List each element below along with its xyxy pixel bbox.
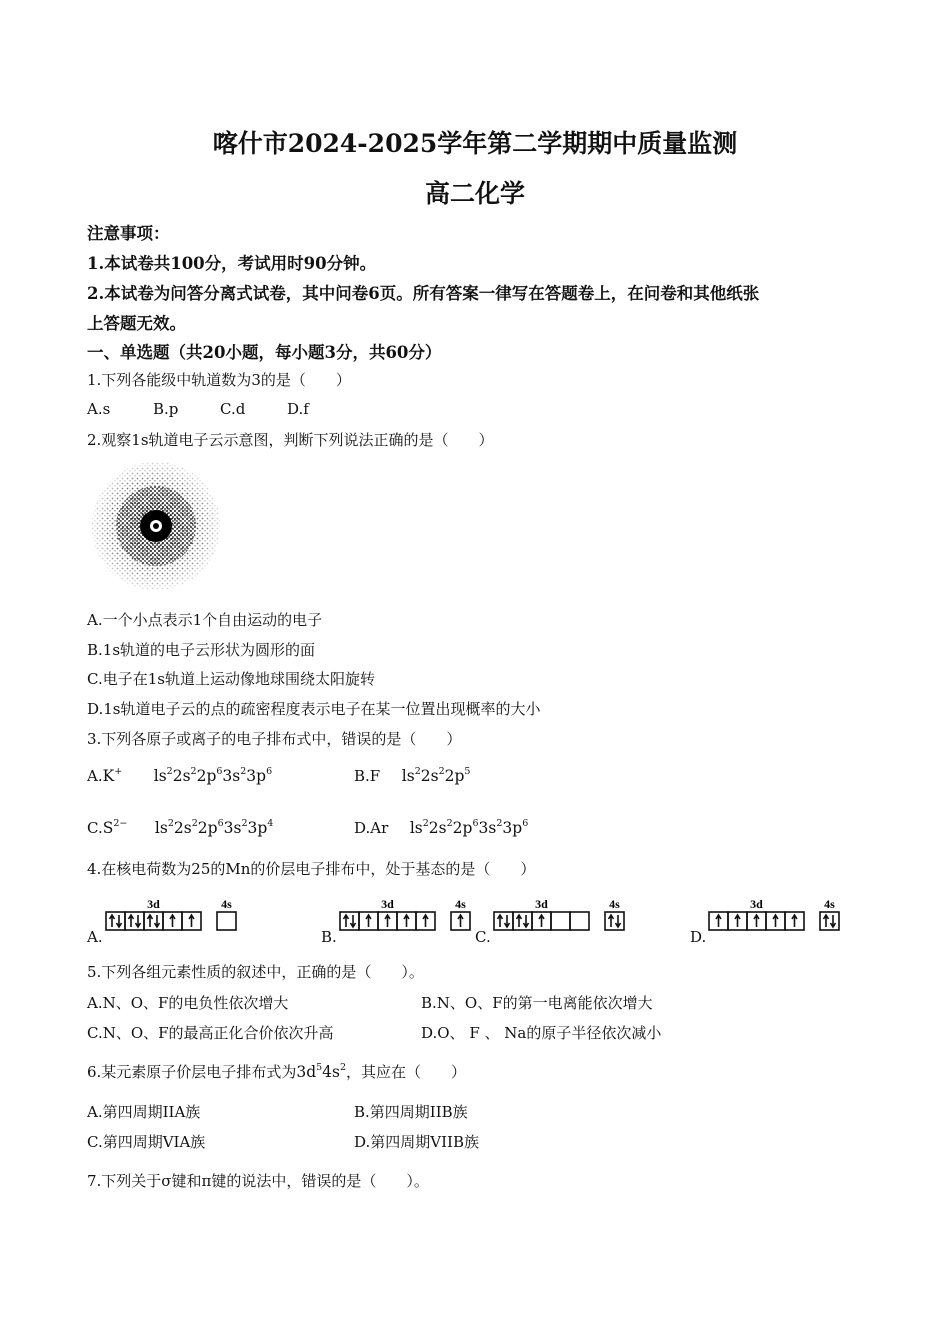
orbital-box-3d: [340, 912, 359, 930]
orbital-box-3d: [551, 912, 570, 930]
q7-stem: 7.下列关于σ键和π键的说法中，错误的是（ ）。: [87, 1172, 429, 1190]
label-4s: 4s: [455, 897, 466, 911]
orbital-box-3d: [785, 912, 804, 930]
q4-option-a-label: A.: [87, 928, 103, 946]
label-4s: 4s: [609, 897, 620, 911]
q3-option-d: [354, 818, 528, 837]
notes-item-1: 1.本试卷共100分，考试用时90分钟。: [87, 254, 377, 273]
q3-d-label: D.Ar: [354, 819, 389, 837]
orbital-box-3d: [125, 912, 144, 930]
notes-heading: 注意事项：: [87, 224, 170, 243]
orbital-box-4s: [820, 912, 839, 930]
label-3d: 3d: [535, 897, 548, 911]
q5-option-a: A.N、O、F的电负性依次增大: [87, 994, 289, 1012]
label-3d: 3d: [147, 897, 160, 911]
notes-item-2-line2: 上答题无效。: [87, 314, 186, 333]
orbital-box-4s: [451, 912, 470, 930]
orbital-box-3d: [513, 912, 532, 930]
label-4s: 4s: [824, 897, 835, 911]
q3-a-charge: +: [114, 766, 123, 777]
q2-stem: 2.观察1s轨道电子云示意图，判断下列说法正确的是（ ）: [87, 431, 494, 449]
orbital-box-3d: [709, 912, 728, 930]
q2-option-c: C.电子在1s轨道上运动像地球围绕太阳旋转: [87, 670, 375, 688]
q5-option-d: D.O、 F 、 Na的原子半径依次减小: [421, 1024, 662, 1042]
q6-option-a: A.第四周期IIA族: [87, 1103, 201, 1121]
q1-option-d: D.f: [287, 400, 309, 418]
q3-c-charge: 2−: [113, 818, 128, 829]
q4-option-b-diagram: [338, 895, 474, 935]
q3-option-a: [87, 766, 272, 785]
q4-option-d-label: D.: [690, 928, 707, 946]
q3-c-label: C.: [87, 819, 103, 837]
q4-option-c-label: C.: [475, 928, 491, 946]
q3-c-species: S: [102, 819, 114, 837]
label-3d: 3d: [381, 897, 394, 911]
orbital-box-3d: [494, 912, 513, 930]
orbital-box-3d: [570, 912, 589, 930]
orbital-box-3d: [182, 912, 201, 930]
q3-stem: 3.下列各原子或离子的电子排布式中，错误的是（ ）: [87, 730, 462, 748]
orbital-box-4s: [217, 912, 236, 930]
orbital-box-3d: [747, 912, 766, 930]
q1-option-a: A.s: [87, 400, 111, 418]
electron-cloud-image: [86, 462, 226, 592]
q3-option-c: [87, 818, 273, 837]
orbital-box-3d: [397, 912, 416, 930]
orbital-box-3d: [144, 912, 163, 930]
q3-option-b: [354, 766, 470, 785]
q1-option-c: C.d: [220, 400, 246, 418]
orbital-box-3d: [416, 912, 435, 930]
orbital-box-3d: [378, 912, 397, 930]
label-3d: 3d: [750, 897, 763, 911]
q6-option-d: D.第四周期VIIB族: [354, 1133, 479, 1151]
q2-option-d: D.1s轨道电子云的点的疏密程度表示电子在某一位置出现概率的大小: [87, 700, 541, 718]
section-heading: 一、单选题（共20小题，每小题3分，共60分）: [87, 343, 442, 362]
q6-option-c: C.第四周期VIA族: [87, 1133, 206, 1151]
q5-option-c: C.N、O、F的最高正化合价依次升高: [87, 1024, 334, 1042]
q4-option-b-label: B.: [321, 928, 337, 946]
q5-stem: 5.下列各组元素性质的叙述中，正确的是（ ）。: [87, 963, 424, 981]
orbital-box-4s: [605, 912, 624, 930]
q3-c-config: $ls^22s^22p^63s^23p^4$: [154, 818, 274, 837]
q3-b-label: B.F: [354, 767, 381, 785]
q3-a-config: $ls^22s^22p^63s^23p^6$: [153, 766, 273, 785]
orbital-box-3d: [532, 912, 551, 930]
q5-option-b: B.N、O、F的第一电离能依次增大: [421, 994, 653, 1012]
q6-option-b: B.第四周期IIB族: [354, 1103, 468, 1121]
q3-d-config: $ls^22s^22p^63s^23p^6$: [409, 818, 529, 837]
orbital-box-3d: [766, 912, 785, 930]
q2-option-a: A.一个小点表示1个自由运动的电子: [87, 611, 323, 629]
q1-option-b: B.p: [153, 400, 179, 418]
q4-option-d-diagram: [707, 895, 843, 935]
orbital-box-3d: [163, 912, 182, 930]
q4-option-c-diagram: [492, 895, 628, 935]
orbital-box-3d: [728, 912, 747, 930]
label-4s: 4s: [221, 897, 232, 911]
q3-a-species: K: [102, 767, 115, 785]
q1-stem: 1.下列各能级中轨道数为3的是（ ）: [87, 371, 351, 389]
q6-config: $3d^54s^2$: [296, 1062, 347, 1081]
q6-stem: 6.某元素原子价层电子排布式为$3d^54s^2$，其应在（ ）: [87, 1062, 467, 1081]
q3-a-label: A.: [87, 767, 103, 785]
notes-item-2-line1: 2.本试卷为问答分离式试卷，其中问卷6页。所有答案一律写在答题卷上，在问卷和其他纸张: [87, 284, 760, 303]
q4-option-a-diagram: [104, 895, 240, 935]
page-subtitle: 高二化学: [424, 179, 525, 208]
orbital-box-3d: [359, 912, 378, 930]
orbital-box-3d: [106, 912, 125, 930]
q2-option-b: B.1s轨道的电子云形状为圆形的面: [87, 641, 316, 659]
q3-b-config: $ls^22s^22p^5$: [401, 766, 471, 785]
page-title: 喀什市2024-2025学年第二学期期中质量监测: [212, 129, 738, 158]
q4-stem: 4.在核电荷数为25的Mn的价层电子排布中，处于基态的是（ ）: [87, 860, 536, 878]
